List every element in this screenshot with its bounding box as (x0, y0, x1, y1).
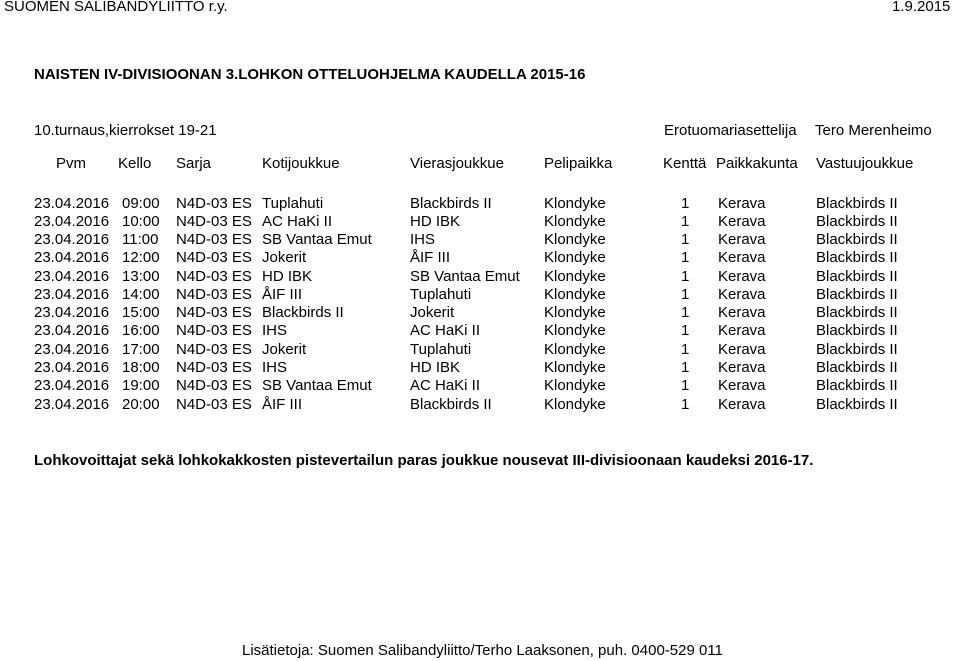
away-team: Jokerit (410, 304, 455, 321)
promotion-note: Lohkovoittajat sekä lohkokakkosten pistevertailun paras joukkue nousevat III-divisioonaan kaudeksi 2016-17. (34, 452, 814, 469)
home-team: Jokerit (262, 341, 307, 358)
responsible-team: Blackbirds II (816, 341, 898, 358)
responsible-team: Blackbirds II (816, 359, 898, 376)
org-name: SUOMEN SALIBANDYLIITTO r.y. (4, 0, 228, 15)
table-row (0, 231, 960, 249)
table-row (0, 396, 960, 414)
round-info: 10.turnaus,kierrokset 19-21 (34, 122, 217, 139)
game-series: N4D-03 ES (176, 249, 252, 266)
away-team: SB Vantaa Emut (410, 268, 520, 285)
responsible-team: Blackbirds II (816, 396, 898, 413)
game-time: 15:00 (122, 304, 160, 321)
home-team: Tuplahuti (262, 195, 324, 212)
responsible-team: Blackbirds II (816, 322, 898, 339)
responsible-team: Blackbirds II (816, 231, 898, 248)
contact-footer: Lisätietoja: Suomen Salibandyliitto/Terho Laaksonen, puh. 0400-529 011 (242, 642, 723, 659)
away-team: IHS (410, 231, 436, 248)
responsible-team: Blackbirds II (816, 304, 898, 321)
game-series: N4D-03 ES (176, 268, 252, 285)
home-team: SB Vantaa Emut (262, 231, 372, 248)
game-time: 09:00 (122, 195, 160, 212)
venue: Klondyke (544, 396, 606, 413)
game-date: 23.04.2016 (34, 359, 110, 376)
game-date: 23.04.2016 (34, 396, 110, 413)
game-series: N4D-03 ES (176, 396, 252, 413)
game-time: 13:00 (122, 268, 160, 285)
away-team: Blackbirds II (410, 195, 492, 212)
home-team: IHS (262, 359, 288, 376)
city: Kerava (718, 322, 766, 339)
game-date: 23.04.2016 (34, 231, 110, 248)
responsible-team: Blackbirds II (816, 249, 898, 266)
city: Kerava (718, 195, 766, 212)
game-date: 23.04.2016 (34, 377, 110, 394)
game-date: 23.04.2016 (34, 268, 110, 285)
away-team: ÅIF III (410, 249, 451, 266)
city: Kerava (718, 213, 766, 230)
referee-label: Erotuomariasettelija (664, 122, 797, 139)
page-title: NAISTEN IV-DIVISIOONAN 3.LOHKON OTTELUOHJELMA KAUDELLA 2015-16 (34, 66, 586, 83)
col-header-time: Kello (118, 155, 152, 172)
field-number: 1 (681, 286, 690, 303)
game-series: N4D-03 ES (176, 322, 252, 339)
field-number: 1 (681, 195, 690, 212)
away-team: HD IBK (410, 213, 461, 230)
game-series: N4D-03 ES (176, 359, 252, 376)
game-time: 18:00 (122, 359, 160, 376)
game-time: 12:00 (122, 249, 160, 266)
col-header-away: Vierasjoukkue (410, 155, 504, 172)
field-number: 1 (681, 341, 690, 358)
field-number: 1 (681, 249, 690, 266)
responsible-team: Blackbirds II (816, 377, 898, 394)
game-series: N4D-03 ES (176, 195, 252, 212)
responsible-team: Blackbirds II (816, 268, 898, 285)
home-team: ÅIF III (262, 396, 303, 413)
table-row (0, 322, 960, 340)
city: Kerava (718, 268, 766, 285)
responsible-team: Blackbirds II (816, 195, 898, 212)
col-header-date: Pvm (56, 155, 86, 172)
game-date: 23.04.2016 (34, 286, 110, 303)
responsible-team: Blackbirds II (816, 286, 898, 303)
field-number: 1 (681, 322, 690, 339)
game-date: 23.04.2016 (34, 195, 110, 212)
venue: Klondyke (544, 249, 606, 266)
table-row (0, 304, 960, 322)
game-time: 20:00 (122, 396, 160, 413)
venue: Klondyke (544, 286, 606, 303)
away-team: Tuplahuti (410, 286, 472, 303)
field-number: 1 (681, 268, 690, 285)
col-header-city: Paikkakunta (716, 155, 798, 172)
home-team: HD IBK (262, 268, 313, 285)
city: Kerava (718, 341, 766, 358)
table-row (0, 213, 960, 231)
table-row (0, 286, 960, 304)
game-series: N4D-03 ES (176, 286, 252, 303)
field-number: 1 (681, 213, 690, 230)
game-time: 14:00 (122, 286, 160, 303)
game-date: 23.04.2016 (34, 341, 110, 358)
game-time: 11:00 (122, 231, 159, 248)
col-header-home: Kotijoukkue (262, 155, 340, 172)
away-team: HD IBK (410, 359, 461, 376)
table-row (0, 341, 960, 359)
home-team: Blackbirds II (262, 304, 344, 321)
game-time: 17:00 (122, 341, 160, 358)
game-date: 23.04.2016 (34, 213, 110, 230)
table-row (0, 195, 960, 213)
away-team: Tuplahuti (410, 341, 472, 358)
city: Kerava (718, 286, 766, 303)
field-number: 1 (681, 359, 690, 376)
game-series: N4D-03 ES (176, 231, 252, 248)
venue: Klondyke (544, 377, 606, 394)
game-date: 23.04.2016 (34, 304, 110, 321)
venue: Klondyke (544, 341, 606, 358)
home-team: IHS (262, 322, 288, 339)
game-time: 10:00 (122, 213, 160, 230)
responsible-team: Blackbirds II (816, 213, 898, 230)
away-team: Blackbirds II (410, 396, 492, 413)
game-time: 19:00 (122, 377, 160, 394)
venue: Klondyke (544, 304, 606, 321)
col-header-field: Kenttä (663, 155, 707, 172)
game-series: N4D-03 ES (176, 304, 252, 321)
away-team: AC HaKi II (410, 322, 481, 339)
table-row (0, 249, 960, 267)
print-date: 1.9.2015 (892, 0, 951, 15)
col-header-series: Sarja (176, 155, 212, 172)
field-number: 1 (681, 396, 690, 413)
venue: Klondyke (544, 359, 606, 376)
city: Kerava (718, 304, 766, 321)
field-number: 1 (681, 304, 690, 321)
game-series: N4D-03 ES (176, 377, 252, 394)
game-time: 16:00 (122, 322, 160, 339)
home-team: ÅIF III (262, 286, 303, 303)
referee-name: Tero Merenheimo (815, 122, 932, 139)
home-team: SB Vantaa Emut (262, 377, 372, 394)
game-date: 23.04.2016 (34, 249, 110, 266)
city: Kerava (718, 249, 766, 266)
table-row (0, 359, 960, 377)
col-header-resp: Vastuujoukkue (816, 155, 914, 172)
col-header-venue: Pelipaikka (544, 155, 613, 172)
table-row (0, 268, 960, 286)
city: Kerava (718, 359, 766, 376)
venue: Klondyke (544, 268, 606, 285)
city: Kerava (718, 377, 766, 394)
home-team: AC HaKi II (262, 213, 333, 230)
city: Kerava (718, 396, 766, 413)
home-team: Jokerit (262, 249, 307, 266)
field-number: 1 (681, 231, 690, 248)
game-date: 23.04.2016 (34, 322, 110, 339)
table-row (0, 377, 960, 395)
venue: Klondyke (544, 195, 606, 212)
venue: Klondyke (544, 322, 606, 339)
game-series: N4D-03 ES (176, 213, 252, 230)
venue: Klondyke (544, 213, 606, 230)
away-team: AC HaKi II (410, 377, 481, 394)
city: Kerava (718, 231, 766, 248)
game-series: N4D-03 ES (176, 341, 252, 358)
field-number: 1 (681, 377, 690, 394)
venue: Klondyke (544, 231, 606, 248)
